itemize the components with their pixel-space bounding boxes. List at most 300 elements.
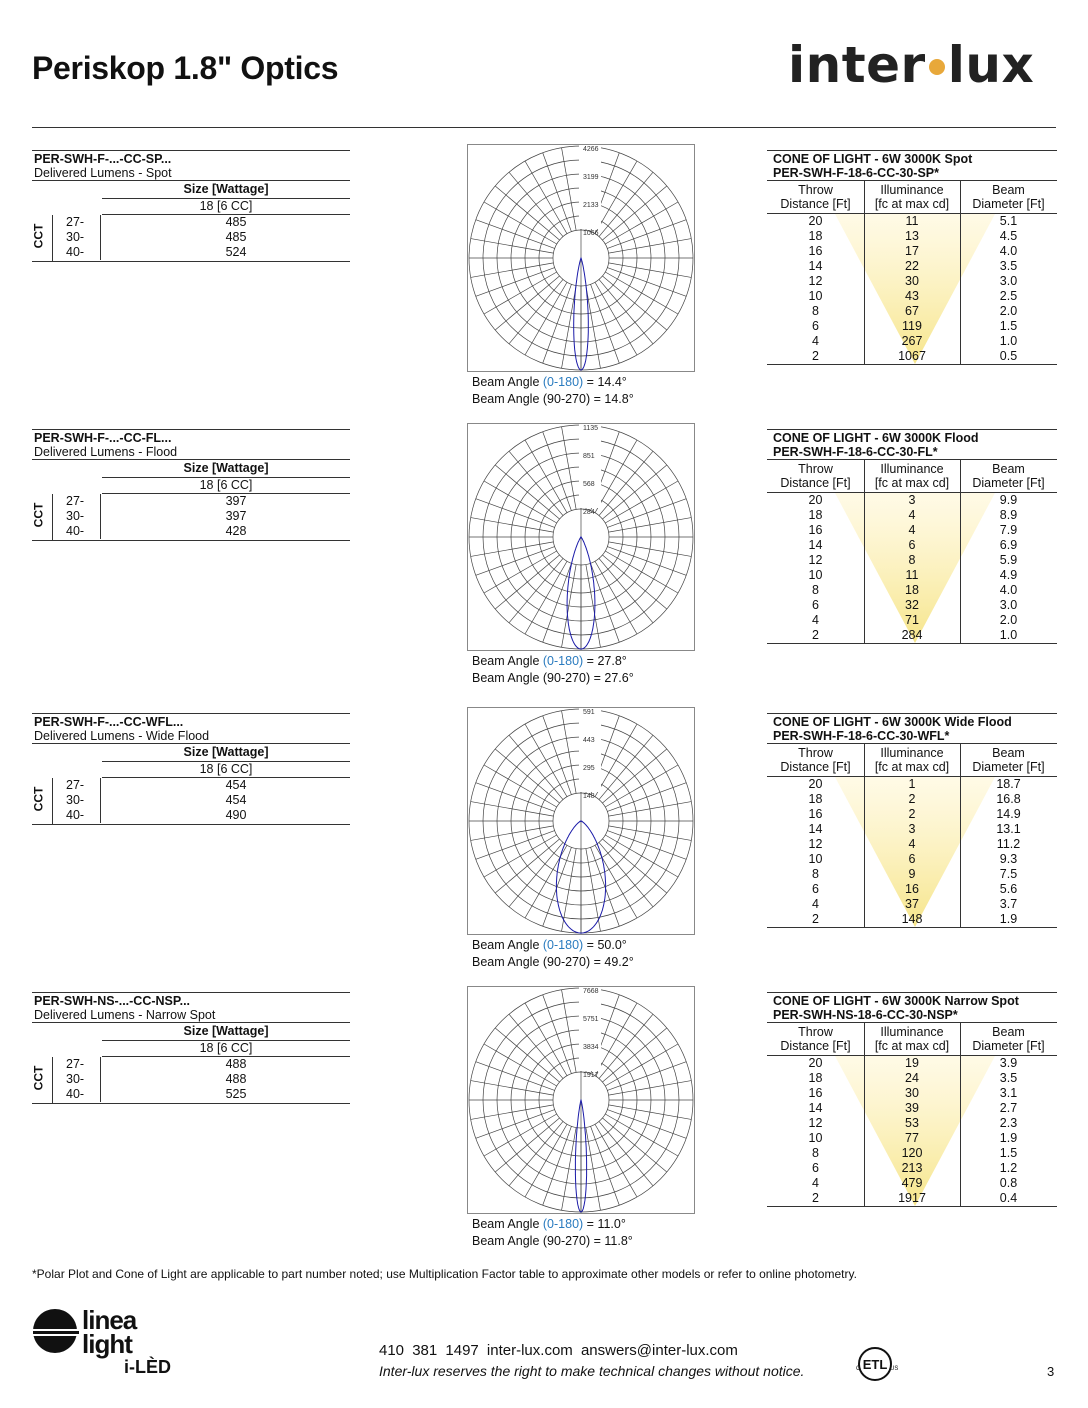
beam-diameter: 4.0 bbox=[999, 583, 1018, 597]
beam-range-highlight: (0-180) bbox=[542, 654, 584, 668]
beam-diameter: 1.9 bbox=[999, 912, 1018, 926]
cct-value: 40- bbox=[66, 1087, 85, 1101]
column-header-line: Distance [Ft] bbox=[780, 197, 851, 211]
polar-spoke bbox=[605, 835, 678, 877]
lumens-rows bbox=[32, 1057, 350, 1104]
logo-dot-icon bbox=[929, 59, 945, 75]
throw-distance: 2 bbox=[812, 349, 819, 363]
polar-spoke bbox=[591, 847, 620, 926]
column-header-line: Beam bbox=[992, 462, 1025, 476]
cone-row bbox=[767, 493, 1057, 508]
cone-part-number: PER-SWH-NS-18-6-CC-30-NSP* bbox=[773, 1008, 958, 1022]
polar-spoke bbox=[525, 1003, 567, 1076]
beam-diameter: 1.5 bbox=[999, 1146, 1018, 1160]
size-value: 18 [6 CC] bbox=[102, 478, 350, 494]
beam-diameter: 3.7 bbox=[999, 897, 1018, 911]
cone-row bbox=[767, 882, 1057, 897]
cone-row bbox=[767, 792, 1057, 807]
lumens-row bbox=[52, 230, 350, 245]
row-divider bbox=[100, 230, 101, 245]
cone-part-number: PER-SWH-F-18-6-CC-30-WFL* bbox=[773, 729, 950, 743]
beam-angle-90-270 bbox=[472, 954, 634, 971]
polar-spoke bbox=[484, 1114, 557, 1156]
illuminance: 24 bbox=[905, 1071, 919, 1085]
beam-diameter: 3.1 bbox=[999, 1086, 1018, 1100]
polar-spoke bbox=[484, 202, 557, 244]
column-header bbox=[960, 460, 1057, 492]
tick-label-backdrop bbox=[579, 424, 601, 508]
cone-row bbox=[767, 912, 1057, 927]
illuminance: 6 bbox=[908, 852, 916, 866]
illuminance: 8 bbox=[908, 553, 916, 567]
optics-section bbox=[0, 425, 1088, 699]
cone-row bbox=[767, 822, 1057, 837]
lumens-row bbox=[52, 215, 350, 230]
cone-part-number: PER-SWH-F-18-6-CC-30-FL* bbox=[773, 445, 938, 459]
beam-angle-0-180 bbox=[472, 937, 634, 954]
polar-spoke bbox=[525, 724, 567, 797]
illuminance: 1 bbox=[908, 777, 916, 791]
throw-distance: 12 bbox=[808, 837, 823, 851]
illuminance: 16 bbox=[905, 882, 919, 896]
throw-distance: 14 bbox=[808, 538, 823, 552]
cct-label-cell bbox=[32, 778, 53, 824]
beam-diameter: 4.9 bbox=[999, 568, 1018, 582]
cct-label: CCT bbox=[31, 502, 46, 528]
throw-distance: 12 bbox=[808, 1116, 823, 1130]
polar-spoke bbox=[595, 282, 637, 355]
beam-label: Beam Angle bbox=[472, 938, 543, 952]
cone-of-light-table bbox=[767, 150, 1057, 365]
column-header-line: Illuminance bbox=[880, 183, 944, 197]
beam-diameter: 0.5 bbox=[999, 349, 1018, 363]
polar-tick-label: 295 bbox=[583, 765, 595, 772]
row-divider bbox=[100, 215, 101, 230]
row-divider bbox=[100, 524, 101, 539]
beam-diameter: 13.1 bbox=[996, 822, 1021, 836]
column-divider bbox=[864, 744, 865, 776]
cct-value: 40- bbox=[66, 808, 85, 822]
lumens-value: 428 bbox=[225, 524, 247, 538]
cone-row bbox=[767, 1131, 1057, 1146]
svg-text:C: C bbox=[856, 1366, 861, 1372]
column-header bbox=[767, 460, 864, 492]
column-header bbox=[864, 744, 960, 776]
column-header-line: Beam bbox=[992, 746, 1025, 760]
cone-row bbox=[767, 598, 1057, 613]
throw-distance: 8 bbox=[812, 583, 819, 597]
throw-distance: 10 bbox=[808, 852, 823, 866]
cone-row bbox=[767, 304, 1057, 319]
illuminance: 53 bbox=[905, 1116, 919, 1130]
lumens-value: 485 bbox=[225, 215, 247, 229]
column-divider bbox=[864, 181, 865, 213]
beam-diameter: 1.5 bbox=[999, 319, 1018, 333]
cct-value: 30- bbox=[66, 793, 85, 807]
row-divider bbox=[100, 778, 101, 793]
beam-diameter: 1.2 bbox=[999, 1161, 1018, 1175]
cone-part-number: PER-SWH-F-18-6-CC-30-SP* bbox=[773, 166, 939, 180]
beam-angles bbox=[472, 653, 634, 687]
column-header-line: Distance [Ft] bbox=[780, 476, 851, 490]
lumens-rows bbox=[32, 494, 350, 541]
polar-spoke bbox=[543, 847, 572, 926]
beam-diameter: 2.7 bbox=[999, 1101, 1018, 1115]
polar-spoke bbox=[605, 1114, 678, 1156]
polar-tick-label: 7668 bbox=[583, 988, 599, 995]
optics-section bbox=[0, 146, 1088, 420]
throw-distance: 2 bbox=[812, 912, 819, 926]
cct-value: 40- bbox=[66, 524, 85, 538]
polar-tick-label: 1917 bbox=[583, 1072, 599, 1079]
cone-column-headers bbox=[767, 1023, 1057, 1056]
lumens-value: 525 bbox=[225, 1087, 247, 1101]
beam-diameter: 4.5 bbox=[999, 229, 1018, 243]
size-value: 18 [6 CC] bbox=[102, 762, 350, 778]
cone-body bbox=[767, 1056, 1057, 1207]
cone-row bbox=[767, 349, 1057, 364]
cct-label-cell bbox=[32, 215, 53, 261]
polar-tick-label: 851 bbox=[583, 453, 595, 460]
column-header-line: Diameter [Ft] bbox=[972, 1039, 1045, 1053]
throw-distance: 20 bbox=[808, 777, 823, 791]
beam-diameter: 3.5 bbox=[999, 1071, 1018, 1085]
column-header-line: Illuminance bbox=[880, 1025, 944, 1039]
lumens-row bbox=[52, 509, 350, 524]
beam-diameter: 16.8 bbox=[996, 792, 1021, 806]
illuminance: 17 bbox=[905, 244, 919, 258]
beam-diameter: 3.0 bbox=[999, 274, 1018, 288]
throw-distance: 2 bbox=[812, 628, 819, 642]
row-divider bbox=[100, 1072, 101, 1087]
lumens-value: 397 bbox=[225, 509, 247, 523]
throw-distance: 16 bbox=[808, 244, 823, 258]
beam-diameter: 3.0 bbox=[999, 598, 1018, 612]
polar-spoke bbox=[605, 551, 678, 593]
illuminance: 39 bbox=[905, 1101, 919, 1115]
cone-row bbox=[767, 837, 1057, 852]
cone-title: CONE OF LIGHT - 6W 3000K Flood bbox=[773, 431, 979, 445]
page-title: Periskop 1.8" Optics bbox=[32, 50, 339, 86]
polar-plot-svg bbox=[468, 987, 694, 1213]
cone-row bbox=[767, 1191, 1057, 1206]
etl-cert-icon bbox=[852, 1344, 898, 1384]
illuminance: 1067 bbox=[898, 349, 926, 363]
polar-spoke bbox=[476, 268, 555, 297]
illuminance: 11 bbox=[905, 568, 919, 582]
row-divider bbox=[100, 793, 101, 808]
cone-row bbox=[767, 897, 1057, 912]
cone-column-headers bbox=[767, 181, 1057, 214]
throw-distance: 10 bbox=[808, 568, 823, 582]
cct-value: 30- bbox=[66, 509, 85, 523]
polar-spoke bbox=[476, 1062, 555, 1091]
polar-spoke bbox=[595, 1003, 637, 1076]
polar-plot bbox=[467, 707, 695, 935]
lumens-row bbox=[52, 494, 350, 509]
polar-spoke bbox=[484, 1044, 557, 1086]
cone-row bbox=[767, 319, 1057, 334]
cct-value: 27- bbox=[66, 1057, 85, 1071]
cone-row bbox=[767, 244, 1057, 259]
polar-spoke bbox=[605, 202, 678, 244]
delivered-lumens-table bbox=[32, 150, 350, 262]
header-divider bbox=[32, 127, 1056, 128]
throw-distance: 18 bbox=[808, 1071, 823, 1085]
row-divider bbox=[100, 808, 101, 823]
polar-tick-label: 568 bbox=[583, 481, 595, 488]
cone-of-light-table bbox=[767, 713, 1057, 928]
polar-spoke bbox=[591, 1126, 620, 1205]
polar-spoke bbox=[607, 499, 686, 528]
cone-row bbox=[767, 274, 1057, 289]
svg-text:light: light bbox=[82, 1329, 132, 1359]
polar-spoke bbox=[607, 547, 686, 576]
cct-label-cell bbox=[32, 1057, 53, 1103]
lumens-row bbox=[52, 1072, 350, 1087]
cone-column-headers bbox=[767, 460, 1057, 493]
polar-plot bbox=[467, 423, 695, 651]
beam-angle-90-270 bbox=[472, 670, 634, 687]
tick-label-backdrop bbox=[579, 987, 601, 1071]
beam-range-highlight: (0-180) bbox=[542, 1217, 584, 1231]
polar-tick-label: 5751 bbox=[583, 1016, 599, 1023]
cone-row bbox=[767, 1146, 1057, 1161]
polar-tick-label: 443 bbox=[583, 737, 595, 744]
polar-spoke bbox=[607, 1062, 686, 1091]
column-header-line: Illuminance bbox=[880, 746, 944, 760]
polar-plot bbox=[467, 986, 695, 1214]
contact-info: 410 381 1497 inter-lux.com answers@inter-lux.com bbox=[379, 1342, 738, 1359]
size-header: Size [Wattage] bbox=[102, 460, 350, 478]
beam-range-highlight: (0-180) bbox=[542, 375, 584, 389]
cone-row bbox=[767, 1086, 1057, 1101]
lumens-rows bbox=[32, 215, 350, 262]
beam-diameter: 5.6 bbox=[999, 882, 1018, 896]
throw-distance: 14 bbox=[808, 1101, 823, 1115]
illuminance: 148 bbox=[901, 912, 923, 926]
cct-value: 40- bbox=[66, 245, 85, 259]
cone-row bbox=[767, 334, 1057, 349]
beam-angle-0-180 bbox=[472, 653, 634, 670]
cone-row bbox=[767, 1071, 1057, 1086]
illuminance: 119 bbox=[902, 319, 922, 333]
illuminance: 2 bbox=[908, 792, 916, 806]
column-header-line: Throw bbox=[798, 462, 833, 476]
beam-angle-0-180 bbox=[472, 374, 634, 391]
lumens-subtitle: Delivered Lumens - Wide Flood bbox=[32, 729, 350, 744]
optics-section bbox=[0, 988, 1088, 1262]
cone-row bbox=[767, 229, 1057, 244]
size-value: 18 [6 CC] bbox=[102, 1041, 350, 1057]
polar-plot bbox=[467, 144, 695, 372]
polar-plot-svg bbox=[468, 145, 694, 371]
optics-section bbox=[0, 709, 1088, 983]
polar-spoke bbox=[605, 1044, 678, 1086]
illuminance: 4 bbox=[908, 837, 916, 851]
polar-spoke bbox=[607, 220, 686, 249]
cone-body bbox=[767, 777, 1057, 928]
column-divider bbox=[864, 1023, 865, 1055]
column-header bbox=[864, 181, 960, 213]
column-header-line: Illuminance bbox=[880, 462, 944, 476]
cct-value: 27- bbox=[66, 494, 85, 508]
polar-spoke bbox=[484, 481, 557, 523]
beam-diameter: 11.2 bbox=[996, 837, 1021, 851]
beam-diameter: 2.3 bbox=[999, 1116, 1018, 1130]
cone-title: CONE OF LIGHT - 6W 3000K Wide Flood bbox=[773, 715, 1012, 729]
illuminance: 120 bbox=[901, 1146, 923, 1160]
cct-value: 30- bbox=[66, 1072, 85, 1086]
page-number: 3 bbox=[1047, 1364, 1055, 1379]
throw-distance: 8 bbox=[812, 867, 819, 881]
cct-value: 27- bbox=[66, 215, 85, 229]
cone-header bbox=[767, 992, 1057, 1023]
polar-spoke bbox=[476, 1110, 555, 1139]
illuminance: 9 bbox=[908, 867, 916, 881]
polar-tick-label: 284 bbox=[583, 509, 595, 516]
polar-spoke bbox=[525, 161, 567, 234]
svg-text:US: US bbox=[890, 1366, 898, 1372]
lumens-subtitle: Delivered Lumens - Flood bbox=[32, 445, 350, 460]
polar-spoke bbox=[605, 272, 678, 314]
inter-lux-logo: inter lux bbox=[788, 36, 1035, 94]
polar-spoke bbox=[607, 1110, 686, 1139]
illuminance: 479 bbox=[901, 1176, 923, 1190]
polar-tick-label: 3199 bbox=[583, 174, 599, 181]
throw-distance: 6 bbox=[812, 598, 819, 612]
size-header: Size [Wattage] bbox=[102, 1023, 350, 1041]
illuminance: 3 bbox=[908, 822, 916, 836]
lumens-subtitle: Delivered Lumens - Narrow Spot bbox=[32, 1008, 350, 1023]
cone-row bbox=[767, 538, 1057, 553]
illuminance: 18 bbox=[905, 583, 919, 597]
column-header bbox=[960, 744, 1057, 776]
delivered-lumens-table bbox=[32, 429, 350, 541]
cone-of-light-table bbox=[767, 429, 1057, 644]
cct-value: 30- bbox=[66, 230, 85, 244]
polar-spoke bbox=[595, 724, 637, 797]
column-header bbox=[864, 1023, 960, 1055]
throw-distance: 16 bbox=[808, 807, 823, 821]
svg-text:i-LÈD: i-LÈD bbox=[124, 1357, 171, 1377]
polar-spoke bbox=[607, 783, 686, 812]
row-divider bbox=[100, 494, 101, 509]
cone-row bbox=[767, 289, 1057, 304]
cone-row bbox=[767, 867, 1057, 882]
polar-tick-label: 4266 bbox=[583, 146, 599, 153]
beam-diameter: 5.9 bbox=[999, 553, 1018, 567]
column-header bbox=[960, 1023, 1057, 1055]
polar-spoke bbox=[543, 153, 572, 232]
lumens-value: 490 bbox=[225, 808, 247, 822]
throw-distance: 18 bbox=[808, 508, 823, 522]
illuminance: 2 bbox=[908, 807, 916, 821]
polar-plot-svg bbox=[468, 424, 694, 650]
polar-tick-label: 1066 bbox=[583, 230, 599, 237]
beam-angle-0-180 bbox=[472, 1216, 633, 1233]
lumens-row bbox=[52, 778, 350, 793]
illuminance: 37 bbox=[905, 897, 919, 911]
polar-spoke bbox=[476, 783, 555, 812]
polar-spoke bbox=[595, 1124, 637, 1197]
beam-value: = 27.6° bbox=[593, 671, 634, 685]
cone-of-light-table bbox=[767, 992, 1057, 1207]
part-number: PER-SWH-NS-...-CC-NSP... bbox=[32, 992, 350, 1008]
beam-diameter: 3.5 bbox=[999, 259, 1018, 273]
cone-row bbox=[767, 214, 1057, 229]
throw-distance: 6 bbox=[812, 1161, 819, 1175]
beam-label: Beam Angle bbox=[472, 375, 543, 389]
polar-spoke bbox=[476, 831, 555, 860]
polar-spoke bbox=[525, 561, 567, 634]
beam-value: = 14.4° bbox=[586, 375, 627, 389]
illuminance: 284 bbox=[901, 628, 923, 642]
throw-distance: 6 bbox=[812, 882, 819, 896]
polar-spoke bbox=[607, 831, 686, 860]
cone-row bbox=[767, 553, 1057, 568]
illuminance: 6 bbox=[908, 538, 916, 552]
throw-distance: 10 bbox=[808, 1131, 823, 1145]
cone-body bbox=[767, 493, 1057, 644]
beam-label: Beam Angle bbox=[472, 654, 543, 668]
svg-text:linea: linea bbox=[82, 1305, 137, 1335]
linea-light-logo bbox=[32, 1303, 192, 1383]
polar-plot-svg bbox=[468, 708, 694, 934]
polar-spoke bbox=[543, 995, 572, 1074]
row-divider bbox=[100, 1087, 101, 1102]
beam-diameter: 4.0 bbox=[999, 244, 1018, 258]
throw-distance: 6 bbox=[812, 319, 819, 333]
cone-header bbox=[767, 713, 1057, 744]
column-header bbox=[960, 181, 1057, 213]
cone-title: CONE OF LIGHT - 6W 3000K Narrow Spot bbox=[773, 994, 1019, 1008]
lumens-value: 488 bbox=[225, 1057, 247, 1071]
beam-angles bbox=[472, 374, 634, 408]
beam-diameter: 2.5 bbox=[999, 289, 1018, 303]
column-header-line: Distance [Ft] bbox=[780, 760, 851, 774]
illuminance: 71 bbox=[905, 613, 919, 627]
row-divider bbox=[100, 509, 101, 524]
throw-distance: 14 bbox=[808, 259, 823, 273]
beam-angles bbox=[472, 1216, 633, 1250]
beam-diameter: 0.4 bbox=[999, 1191, 1018, 1205]
beam-value: = 49.2° bbox=[593, 955, 634, 969]
column-divider bbox=[960, 181, 961, 213]
polar-spoke bbox=[543, 432, 572, 511]
illuminance: 11 bbox=[905, 214, 919, 228]
delivered-lumens-table bbox=[32, 713, 350, 825]
cone-row bbox=[767, 807, 1057, 822]
lumens-value: 454 bbox=[225, 793, 247, 807]
column-header-line: Diameter [Ft] bbox=[972, 760, 1045, 774]
polar-tick-label: 3834 bbox=[583, 1044, 599, 1051]
column-divider bbox=[960, 1023, 961, 1055]
beam-angles bbox=[472, 937, 634, 971]
polar-spoke bbox=[484, 835, 557, 877]
illuminance: 32 bbox=[905, 598, 919, 612]
polar-spoke bbox=[476, 499, 555, 528]
cone-row bbox=[767, 508, 1057, 523]
beam-diameter: 1.0 bbox=[999, 334, 1018, 348]
polar-spoke bbox=[543, 284, 572, 363]
beam-label: Beam Angle (90-270) bbox=[472, 671, 591, 685]
throw-distance: 10 bbox=[808, 289, 823, 303]
throw-distance: 4 bbox=[812, 613, 819, 627]
lumens-rows bbox=[32, 778, 350, 825]
beam-value: = 50.0° bbox=[586, 938, 627, 952]
illuminance: 13 bbox=[905, 229, 919, 243]
